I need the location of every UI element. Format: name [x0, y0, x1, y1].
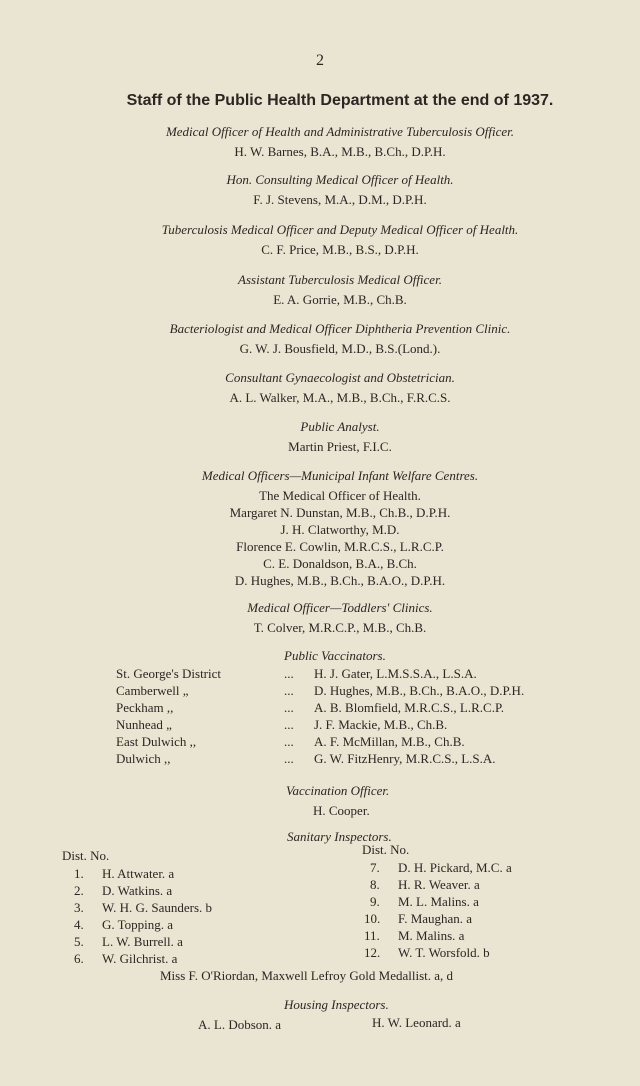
role-heading: Medical Officers—Municipal Infant Welfare Centres.: [201, 468, 479, 483]
housing-inspector-name: H. W. Leonard. a: [372, 1015, 461, 1030]
inspector-name: M. L. Malins. a: [398, 894, 479, 909]
vaccinator-name: J. F. Mackie, M.B., Ch.B.: [314, 717, 448, 732]
inspector-name: G. Topping. a: [102, 917, 174, 932]
staff-name: Martin Priest, F.I.C.: [288, 439, 392, 454]
inspector-name: W. Gilchrist. a: [102, 951, 178, 966]
page-title: Staff of the Public Health Department at the end of 1937.: [126, 92, 554, 109]
sanitary-heading: Sanitary Inspectors.: [287, 829, 392, 844]
gold-medallist-note: Miss F. O'Riordan, Maxwell Lefroy Gold Medallist. a, d: [160, 968, 454, 983]
inspector-name: M. Malins. a: [398, 928, 465, 943]
role-heading: Consultant Gynaecologist and Obstetrician.: [225, 370, 455, 385]
leader-dots: ...: [284, 751, 294, 766]
inspector-name: H. R. Weaver. a: [398, 877, 480, 892]
role-heading: Hon. Consulting Medical Officer of Health.: [226, 172, 454, 187]
inspector-name: W. T. Worsfold. b: [398, 945, 490, 960]
vaccinator-name: G. W. FitzHenry, M.R.C.S., L.S.A.: [314, 751, 496, 766]
staff-name: E. A. Gorrie, M.B., Ch.B.: [273, 292, 407, 307]
staff-name: T. Colver, M.R.C.P., M.B., Ch.B.: [253, 620, 427, 635]
leader-dots: ...: [284, 683, 294, 698]
role-heading: Public Analyst.: [300, 419, 380, 434]
staff-name: C. F. Price, M.B., B.S., D.P.H.: [261, 242, 419, 257]
district-number: 3.: [74, 900, 84, 915]
leader-dots: ...: [284, 700, 294, 715]
staff-name: G. W. J. Bousfield, M.D., B.S.(Lond.).: [239, 341, 441, 356]
staff-name: F. J. Stevens, M.A., D.M., D.P.H.: [253, 192, 427, 207]
vaccinator-name: D. Hughes, M.B., B.Ch., B.A.O., D.P.H.: [314, 683, 525, 698]
dist-no-header-left: Dist. No.: [62, 848, 110, 863]
vaccinator-district: Peckham ,,: [116, 700, 174, 715]
vaccinator-name: H. J. Gater, L.M.S.S.A., L.S.A.: [314, 666, 477, 681]
staff-name: The Medical Officer of Health.: [259, 488, 421, 503]
district-number: 11.: [364, 928, 380, 943]
housing-heading: Housing Inspectors.: [284, 997, 389, 1012]
district-number: 9.: [370, 894, 380, 909]
district-number: 10.: [364, 911, 381, 926]
housing-inspector-name: A. L. Dobson. a: [198, 1017, 282, 1032]
staff-name: Margaret N. Dunstan, M.B., Ch.B., D.P.H.: [229, 505, 451, 520]
inspector-name: D. H. Pickard, M.C. a: [398, 860, 512, 875]
district-number: 7.: [370, 860, 380, 875]
vaccinator-district: East Dulwich ,,: [116, 734, 197, 749]
page-number: 2: [316, 52, 324, 69]
leader-dots: ...: [284, 666, 294, 681]
district-number: 4.: [74, 917, 84, 932]
vaccinator-district: St. George's District: [116, 666, 222, 681]
staff-name: Florence E. Cowlin, M.R.C.S., L.R.C.P.: [236, 539, 444, 554]
vaccinator-name: A. B. Blomfield, M.R.C.S., L.R.C.P.: [314, 700, 504, 715]
vaccinator-name: A. F. McMillan, M.B., Ch.B.: [314, 734, 465, 749]
inspector-name: H. Attwater. a: [102, 866, 175, 881]
staff-name: J. H. Clatworthy, M.D.: [280, 522, 400, 537]
role-heading: Medical Officer of Health and Administrative Tuberculosis Officer.: [165, 124, 515, 139]
role-heading: Assistant Tuberculosis Medical Officer.: [238, 272, 442, 287]
district-number: 5.: [74, 934, 84, 949]
inspector-name: D. Watkins. a: [102, 883, 173, 898]
dist-no-header-right: Dist. No.: [362, 842, 410, 857]
vaccination-officer-name: H. Cooper.: [313, 803, 370, 818]
staff-name: D. Hughes, M.B., B.Ch., B.A.O., D.P.H.: [234, 573, 446, 588]
district-number: 6.: [74, 951, 84, 966]
staff-name: A. L. Walker, M.A., M.B., B.Ch., F.R.C.S.: [229, 390, 451, 405]
leader-dots: ...: [284, 734, 294, 749]
vaccinator-district: Nunhead „: [116, 717, 172, 732]
inspector-name: F. Maughan. a: [398, 911, 473, 926]
district-number: 1.: [74, 866, 84, 881]
role-heading: Medical Officer—Toddlers' Clinics.: [247, 600, 433, 615]
vaccinator-district: Dulwich ,,: [116, 751, 171, 766]
district-number: 2.: [74, 883, 84, 898]
staff-name: H. W. Barnes, B.A., M.B., B.Ch., D.P.H.: [234, 144, 446, 159]
vaccination-officer-heading: Vaccination Officer.: [286, 783, 390, 798]
staff-name: C. E. Donaldson, B.A., B.Ch.: [263, 556, 417, 571]
role-heading: Bacteriologist and Medical Officer Diphtheria Prevention Clinic.: [169, 321, 511, 336]
district-number: 8.: [370, 877, 380, 892]
leader-dots: ...: [284, 717, 294, 732]
district-number: 12.: [364, 945, 381, 960]
vaccinators-heading: Public Vaccinators.: [284, 648, 386, 663]
role-heading: Tuberculosis Medical Officer and Deputy Medical Officer of Health.: [161, 222, 519, 237]
inspector-name: W. H. G. Saunders. b: [102, 900, 213, 915]
vaccinator-district: Camberwell „: [116, 683, 189, 698]
inspector-name: L. W. Burrell. a: [102, 934, 183, 949]
